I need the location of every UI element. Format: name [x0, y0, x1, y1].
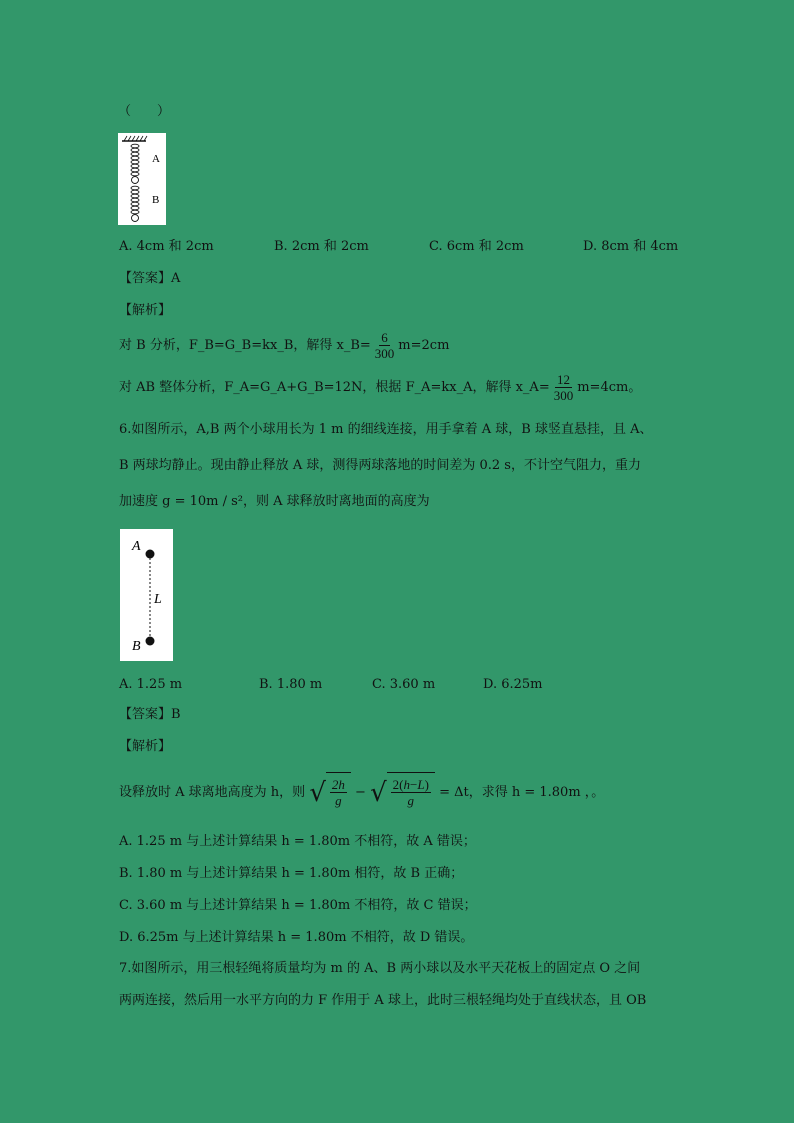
- q6-check-d: D. 6.25m 与上述计算结果 h = 1.80m 不相符，故 D 错误。: [119, 930, 474, 945]
- q5-answer: [119, 271, 180, 287]
- q6-analysis-prefix: 设释放时 A 球离地高度为 h，则: [119, 785, 306, 800]
- q5-line1-eq: F_B=G_B=kx_B，解得 x_B=: [188, 338, 371, 353]
- ball-label-a: A: [132, 539, 141, 554]
- q5-line1-suffix: m=2cm: [398, 338, 450, 353]
- q5-analysis-line1: [119, 330, 449, 362]
- ball-label-b: B: [132, 639, 141, 654]
- spring-label-a: A: [152, 153, 160, 165]
- q6-check-a: A. 1.25 m 与上述计算结果 h = 1.80m 不相符，故 A 错误；: [119, 834, 476, 849]
- q5-option-d: D. 8cm 和 4cm: [583, 239, 679, 254]
- q6-option-b: B. 1.80 m: [259, 677, 323, 692]
- q6-analysis-label: 【解析】: [119, 739, 172, 754]
- q5-line2-prefix: 对 AB 整体分析，: [119, 380, 225, 395]
- q6-stem-line3: 加速度 g = 10m / s²，则 A 球释放时离地面的高度为: [119, 494, 430, 509]
- answer-label: 【答案】: [119, 707, 172, 722]
- sqrt-term-1: √ $\frac{2h}{g}$: [309, 772, 351, 813]
- q6-check-b: B. 1.80 m 与上述计算结果 h = 1.80m 相符，故 B 正确；: [119, 866, 464, 881]
- spring-figure: [118, 133, 166, 225]
- answer-value: B: [171, 707, 181, 722]
- q5-line2-eq: F_A=G_A+G_B=12N，根据 F_A=kx_A，解得 x_A=: [224, 380, 550, 395]
- answer-label: 【答案】: [119, 271, 172, 286]
- q6-option-d: D. 6.25m: [483, 677, 543, 692]
- q5-option-c: C. 6cm 和 2cm: [429, 239, 524, 254]
- q5-line1-prefix: 对 B 分析，: [119, 338, 189, 353]
- q6-option-a: A. 1.25 m: [119, 677, 183, 692]
- string-label-l: L: [154, 592, 162, 607]
- q5-line2-fraction: [552, 372, 576, 403]
- sqrt-term-2: √ $\frac{2(h-L)}{g}$: [370, 772, 435, 813]
- spring-label-b: B: [152, 194, 160, 206]
- two-ball-figure: [120, 529, 173, 661]
- q5-line1-fraction: [373, 330, 397, 361]
- q6-analysis-result: h = 1.80m ，。: [511, 785, 605, 800]
- q5-option-a: A. 4cm 和 2cm: [119, 239, 214, 254]
- q5-line1-den: 300: [374, 346, 395, 361]
- answer-value: A: [171, 271, 181, 286]
- q6-answer: [119, 707, 181, 723]
- q7-stem-line2: 两两连接，然后用一水平方向的力 F 作用于 A 球上，此时三根轻绳均处于直线状态，且 OB: [119, 993, 647, 1008]
- spring-diagram: [118, 133, 166, 225]
- q5-option-b: B. 2cm 和 2cm: [274, 239, 369, 254]
- q7-stem-line1: 7.如图所示，用三根轻绳将质量均为 m 的 A、B 两小球以及水平天花板上的固定点 O 之间: [119, 961, 641, 976]
- q6-analysis-eq-mid: = Δt，求得: [439, 785, 508, 800]
- q6-analysis-equation: 设释放时 A 球离地高度为 h，则 √ $\frac{2h}{g}$ − √ $\frac{2(h-L)}{g}$ = Δt，求得 h = 1.80m ，。: [119, 772, 604, 813]
- q6-check-c: C. 3.60 m 与上述计算结果 h = 1.80m 不相符，故 C 错误；: [119, 898, 477, 913]
- q5-line2-num: 12: [556, 372, 570, 387]
- q5-analysis-label: 【解析】: [119, 303, 172, 318]
- answer-bracket: （ ）: [118, 104, 171, 119]
- q6-stem-line1: 6.如图所示，A,B 两个小球用长为 1 m 的细线连接，用手拿着 A 球，B 球竖直悬挂，且 A、: [119, 422, 653, 437]
- q5-line1-num: 6: [381, 330, 388, 345]
- two-ball-diagram: [120, 529, 173, 661]
- q5-line2-den: 300: [553, 388, 574, 403]
- q5-analysis-line2: [119, 372, 641, 404]
- q6-option-c: C. 3.60 m: [372, 677, 436, 692]
- q5-line2-suffix: m=4cm。: [577, 380, 642, 395]
- q6-stem-line2: B 两球均静止。现由静止释放 A 球，测得两球落地的时间差为 0.2 s，不计空气阻力，重力: [119, 458, 641, 473]
